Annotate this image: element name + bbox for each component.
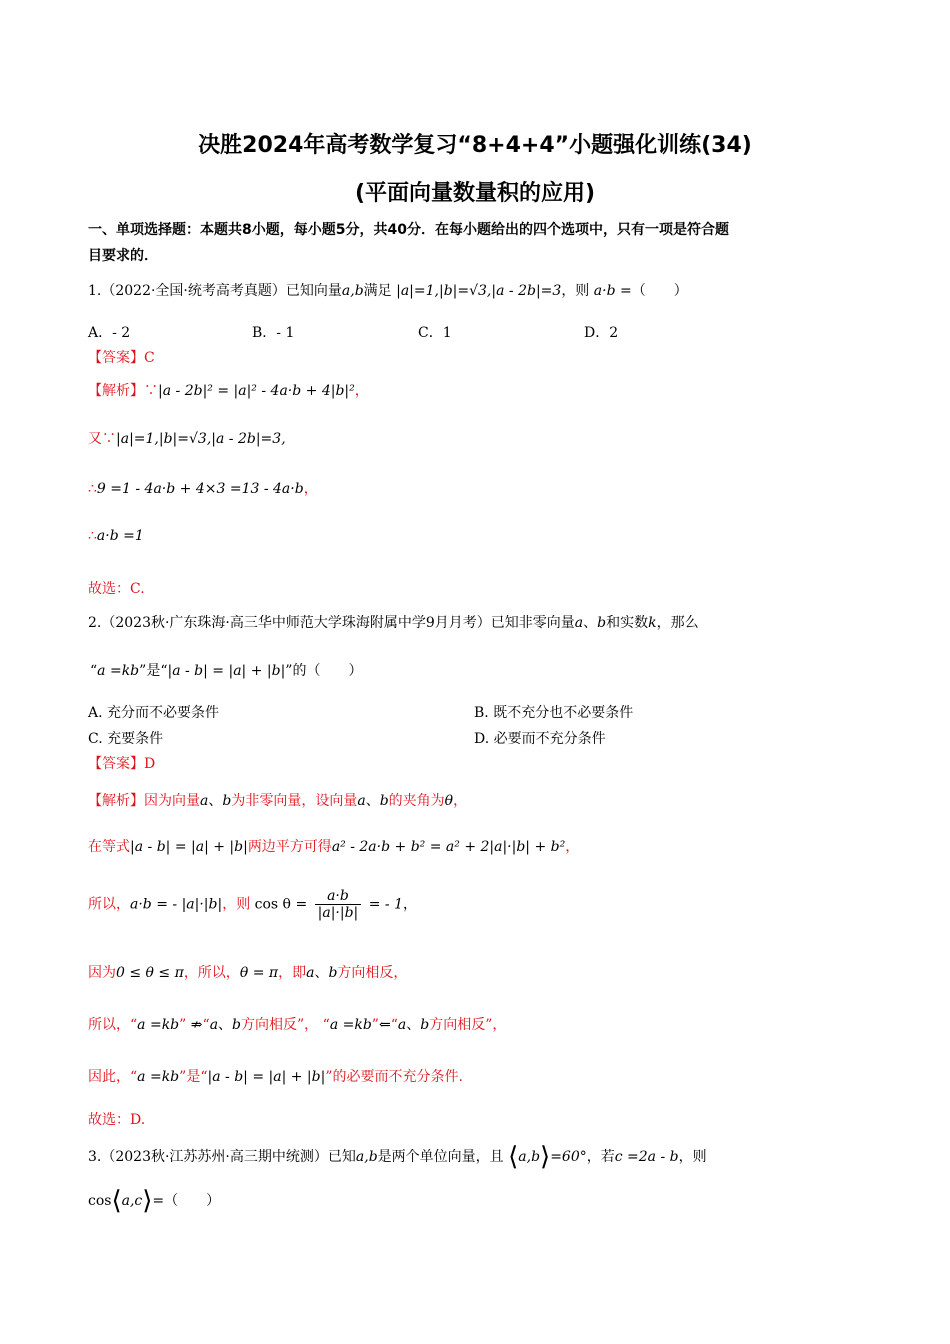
q2-analysis-step3: 所以，a·b = - |a|·|b|，则 cos θ = $\frac{a\cdot b}{|a|\cdot|b|}$ = - 1， (88, 888, 417, 921)
q1-analysis-step3: ∴9 =1 - 4a·b + 4×3 =13 - 4a·b， (88, 481, 318, 497)
q2-analysis-step6: 因此，“a =kb”是“|a - b| = |a| + |b|”的必要而不充分条件. (88, 1069, 463, 1085)
question-2-stem: 2.（2023秋·广东珠海·高三华中师范大学珠海附属中学9月月考）已知非零向量a、b和实数k，那么 (88, 615, 699, 631)
q2-analysis-step2: 在等式|a - b| = |a| + |b|两边平方可得a² - 2a·b + b² = a² + 2|a|·|b| + b²， (88, 839, 580, 855)
q2-answer: 【答案】D (88, 756, 156, 772)
q2-analysis-step4: 因为0 ≤ θ ≤ π，所以，θ = π，即a、b方向相反， (88, 965, 408, 981)
q1-condition: |a|=1,|b|=√3,|a - 2b|=3 (396, 283, 562, 299)
q1-answer: 【答案】C (88, 350, 155, 366)
section-heading-line2: 目要求的． (88, 248, 158, 264)
question-1-stem: 1.（2022·全国·统考高考真题）已知向量a,b满足 |a|=1,|b|=√3,|a - 2b|=3，则 a·b =（ ） (88, 283, 688, 299)
q1-option-d: D．2 (584, 325, 619, 341)
section-heading-line1: 一、单项选择题：本题共8小题，每小题5分，共40分．在每小题给出的四个选项中，只有一项是符合题 (88, 222, 729, 238)
q1-analysis-step4: ∴a·b =1 (88, 528, 144, 544)
question-2-stem-line2: “a =kb”是“|a - b| = |a| + |b|”的（ ） (90, 663, 363, 679)
question-3-stem: 3.（2023秋·江苏苏州·高三期中统测）已知a,b是两个单位向量，且 ⟨a,b⟩=60°，若c =2a - b，则 (88, 1142, 707, 1172)
q2-option-a: A. 充分而不必要条件 (88, 705, 220, 721)
q1-choose: 故选：C. (88, 581, 145, 597)
q1-option-b: B．- 1 (252, 325, 295, 341)
question-3-stem-line2: cos⟨a,c⟩=（ ） (88, 1186, 221, 1216)
q2-analysis-step1: 【解析】因为向量a、b为非零向量，设向量a、b的夹角为θ， (88, 793, 468, 809)
q2-choose: 故选：D. (88, 1112, 146, 1128)
q2-option-d: D. 必要而不充分条件 (474, 731, 606, 747)
q1-option-c: C．1 (418, 325, 452, 341)
document-subtitle: (平面向量数量积的应用) (354, 181, 596, 206)
q2-option-c: C. 充要条件 (88, 731, 164, 747)
q1-analysis-step1: 【解析】∵|a - 2b|² = |a|² - 4a·b + 4|b|²， (88, 383, 369, 399)
cos-fraction: $\frac{a\cdot b}{|a|\cdot|b|}$ (315, 888, 362, 921)
q1-option-a: A．- 2 (88, 325, 131, 341)
q1-analysis-step2: 又∵|a|=1,|b|=√3,|a - 2b|=3, (88, 431, 286, 447)
q2-option-b: B. 既不充分也不必要条件 (474, 705, 634, 721)
q2-analysis-step5: 所以，“a =kb” ⇏“a、b方向相反”， “a =kb”⇐“a、b方向相反”， (88, 1017, 507, 1033)
document-title: 决胜2024年高考数学复习“8+4+4”小题强化训练(34) (198, 133, 752, 158)
